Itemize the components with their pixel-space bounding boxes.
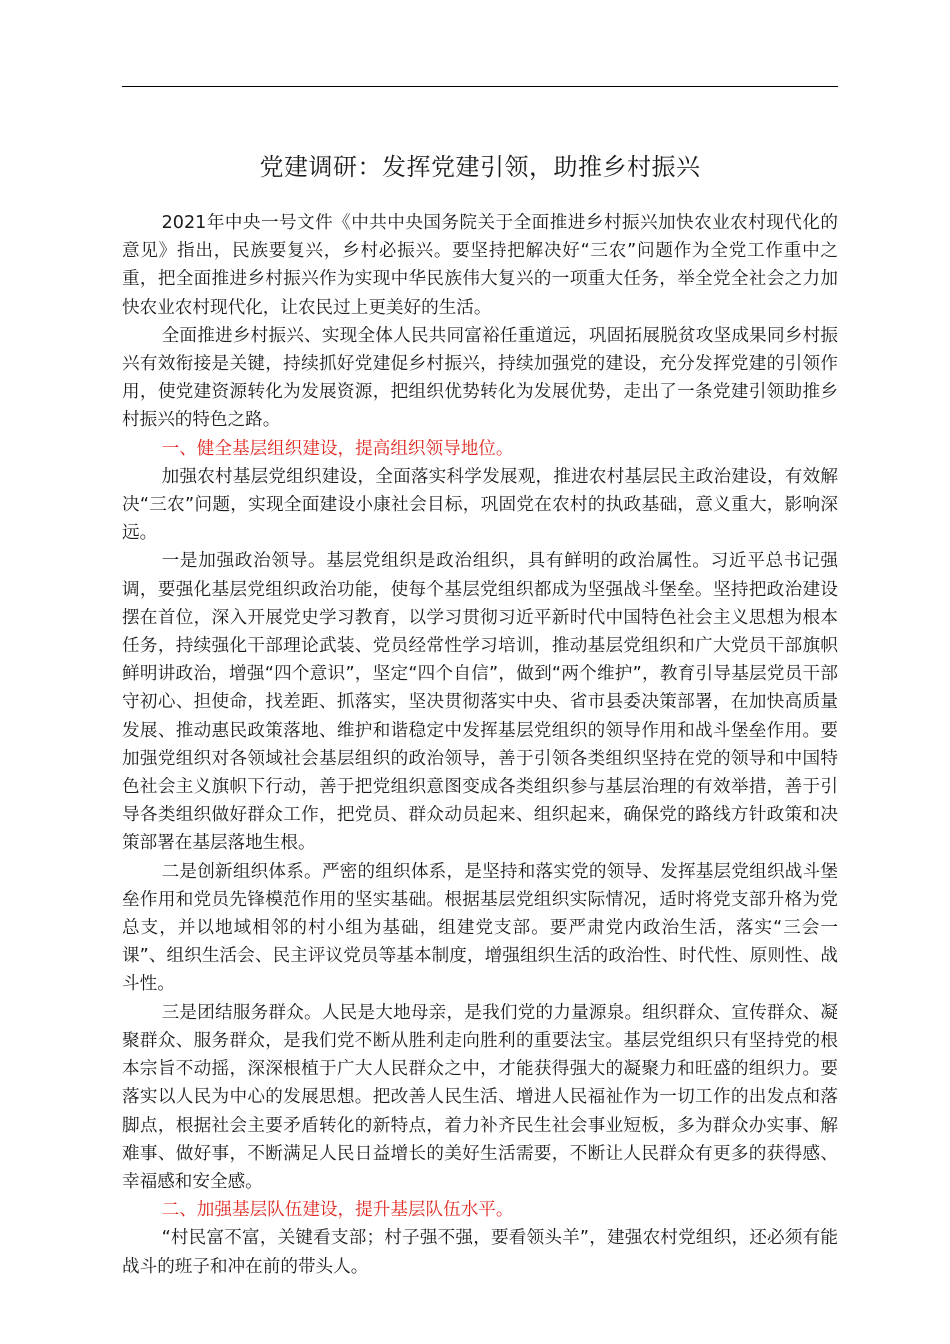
paragraph: 三是团结服务群众。人民是大地母亲，是我们党的力量源泉。组织群众、宣传群众、凝聚群众、服务群众，是我们党不断从胜利走向胜利的重要法宝。基层党组织只有坚持党的根本宗旨不动摇，深深根植于广大人民群众之中，才能获得强大的凝聚力和旺盛的组织力。要落实以人民为中心的发展思想。把改善人民生活、增进人民福祉作为一切工作的出发点和落脚点，根据社会主要矛盾转化的新特点，着力补齐民生社会事业短板，多为群众办实事、解难事、做好事，不断满足人民日益增长的美好生活需要，不断让人民群众有更多的获得感、幸福感和安全感。: [122, 1002, 838, 1192]
paragraph: “村民富不富，关键看支部；村子强不强，要看领头羊”，建强农村党组织，还必须有能战斗的班子和冲在前的带头人。: [122, 1228, 838, 1277]
section-heading: 二、加强基层队伍建设，提升基层队伍水平。: [161, 1200, 514, 1221]
header-rule: [122, 86, 838, 87]
paragraph: 一是加强政治领导。基层党组织是政治组织，具有鲜明的政治属性。习近平总书记强调，要强化基层党组织政治功能，使每个基层党组织都成为坚强战斗堡垒。坚持把政治建设摆在首位，深入开展党史学习教育，以学习贯彻习近平新时代中国特色社会主义思想为根本任务，持续强化干部理论武装、党员经常性学习培训，推动基层党组织和广大党员干部旗帜鲜明讲政治，增强“四个意识”，坚定“四个自信”，做到“两个维护”，教育引导基层党员干部守初心、担使命，找差距、抓落实，坚决贯彻落实中央、省市县委决策部署，在加快高质量发展、推动惠民政策落地、维护和谐稳定中发挥基层党组织的领导作用和战斗堡垒作用。要加强党组织对各领域社会基层组织的政治领导，善于引领各类组织坚持在党的领导和中国特色社会主义旗帜下行动，善于把党组织意图变成各类组织参与基层治理的有效举措，善于引导各类组织做好群众工作，把党员、群众动员起来、组织起来，确保党的路线方针政策和决策部署在基层落地生根。: [122, 551, 838, 854]
paragraph: 2021年中央一号文件《中共中央国务院关于全面推进乡村振兴加快农业农村现代化的意见》指出，民族要复兴，乡村必振兴。要坚持把解决好“三农”问题作为全党工作重中之重，把全面推进乡村振兴作为实现中华民族伟大复兴的一项重大任务，举全党全社会之力加快农业农村现代化，让农民过上更美好的生活。: [122, 213, 838, 318]
paragraph: 加强农村基层党组织建设，全面落实科学发展观，推进农村基层民主政治建设，有效解决“三农”问题，实现全面建设小康社会目标，巩固党在农村的执政基础，意义重大，影响深远。: [122, 466, 838, 544]
paragraph: 二是创新组织体系。严密的组织体系，是坚持和落实党的领导、发挥基层党组织战斗堡垒作用和党员先锋模范作用的坚实基础。根据基层党组织实际情况，适时将党支部升格为党总支，并以地域相邻的村小组为基础，组建党支部。要严肃党内政治生活，落实“三会一课”、组织生活会、民主评议党员等基本制度，增强组织生活的政治性、时代性、原则性、战斗性。: [122, 861, 838, 995]
section-heading: 一、健全基层组织建设，提高组织领导地位。: [161, 438, 514, 459]
document-body: [122, 209, 838, 1281]
paragraph: 全面推进乡村振兴、实现全体人民共同富裕任重道远，巩固拓展脱贫攻坚成果同乡村振兴有效衔接是关键，持续抓好党建促乡村振兴，持续加强党的建设，充分发挥党建的引领作用，使党建资源转化为发展资源，把组织优势转化为发展优势，走出了一条党建引领助推乡村振兴的特色之路。: [122, 325, 838, 431]
document-title: 党建调研：发挥党建引领，助推乡村振兴: [259, 153, 701, 181]
